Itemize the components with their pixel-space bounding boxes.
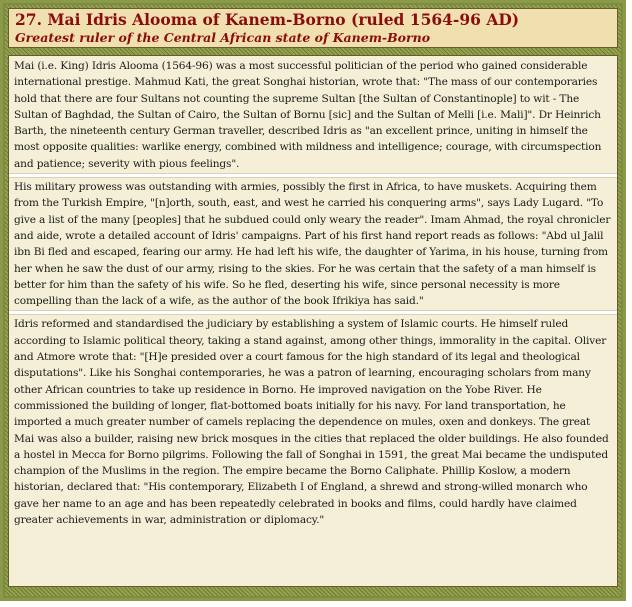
article-body [8, 55, 618, 587]
article-title: 27. Mai Idris Alooma of Kanem-Borno (ruled 1564-96 AD) [15, 10, 520, 29]
paragraph-divider [9, 173, 617, 178]
paragraph-intro: Mai (i.e. King) Idris Alooma (1564-96) was a most successful politician of the period who gained considerable international prestige. Mahmud Kati, the great Songhai historian, wrote that: "The mass of our contemporaries hold that there are four Sultans not counting the supreme Sultan [the Sultan of Constantinople] to wit - The Sultan of Baghdad, the Sultan of Cairo, the Sultan of Bornu [sic] and the Sultan of Melli [i.e. Mali]". Dr Heinrich Barth, the nineteenth century German traveller, described Idris as "an excellent prince, uniting in himself the most opposite qualities: warlike energy, combined with mildness and intelligence; courage, with circumspection and patience; severity with pious feelings". [14, 60, 602, 170]
paragraph-military: His military prowess was outstanding with armies, possibly the first in Africa, to have muskets. Acquiring them from the Turkish Empire, "[n]orth, south, east, and west he carried his conquering arms", says Lady Lugard. "To give a list of the many [peoples] that he subdued could only weary the reader". Imam Ahmad, the royal chronicler and aide, wrote a detailed account of Idris' campaigns. Part of his first hand report reads as follows: "Abd ul Jalil ibn Bi fled and escaped, fearing our army. He had left his wife, the daughter of Yarima, in his house, turning from her when he saw the dust of our army, rising to the skies. For he was certain that the safety of a man himself is better for him than the safety of his wife. So he fled, deserting his wife, since personal necessity is more compelling than the lack of a wife, as the author of the book Ifrikiya has said." [14, 181, 611, 308]
frame-border-pattern [5, 5, 621, 596]
article-header [8, 8, 618, 48]
article-subtitle: Greatest ruler of the Central African state of Kanem-Borno [15, 30, 431, 45]
paragraph-divider [9, 310, 617, 315]
header-gap [8, 48, 618, 55]
paragraph-reforms: Idris reformed and standardised the judiciary by establishing a system of Islamic courts. He himself ruled according to Islamic political theory, taking a stand against, among other things, immorality in the capital. Oliver and Atmore wrote that: "[H]e presided over a court famous for the high standard of its legal and theological disputations". Like his Songhai contemporaries, he was a patron of learning, encouraging scholars from many other African countries to take up residence in Borno. He improved navigation on the Yobe River. He commissioned the building of longer, flat-bottomed boats initially for his navy. For land transportation, he imported a much greater number of camels replacing the dependence on mules, oxen and donkeys. The great Mai was also a builder, raising new brick mosques in the cities that replaced the older buildings. He also founded a hostel in Mecca for Borno pilgrims. Following the fall of Songhai in 1591, the great Mai became the undisputed champion of the Muslims in the region. The empire became the Borno Caliphate. Phillip Koslow, a modern historian, declared that: "His contemporary, Elizabeth I of England, a shrewd and strong-willed monarch who gave her name to an age and has been repeatedly celebrated in books and films, could hardly have claimed greater achievements in war, administration or diplomacy." [14, 318, 609, 527]
